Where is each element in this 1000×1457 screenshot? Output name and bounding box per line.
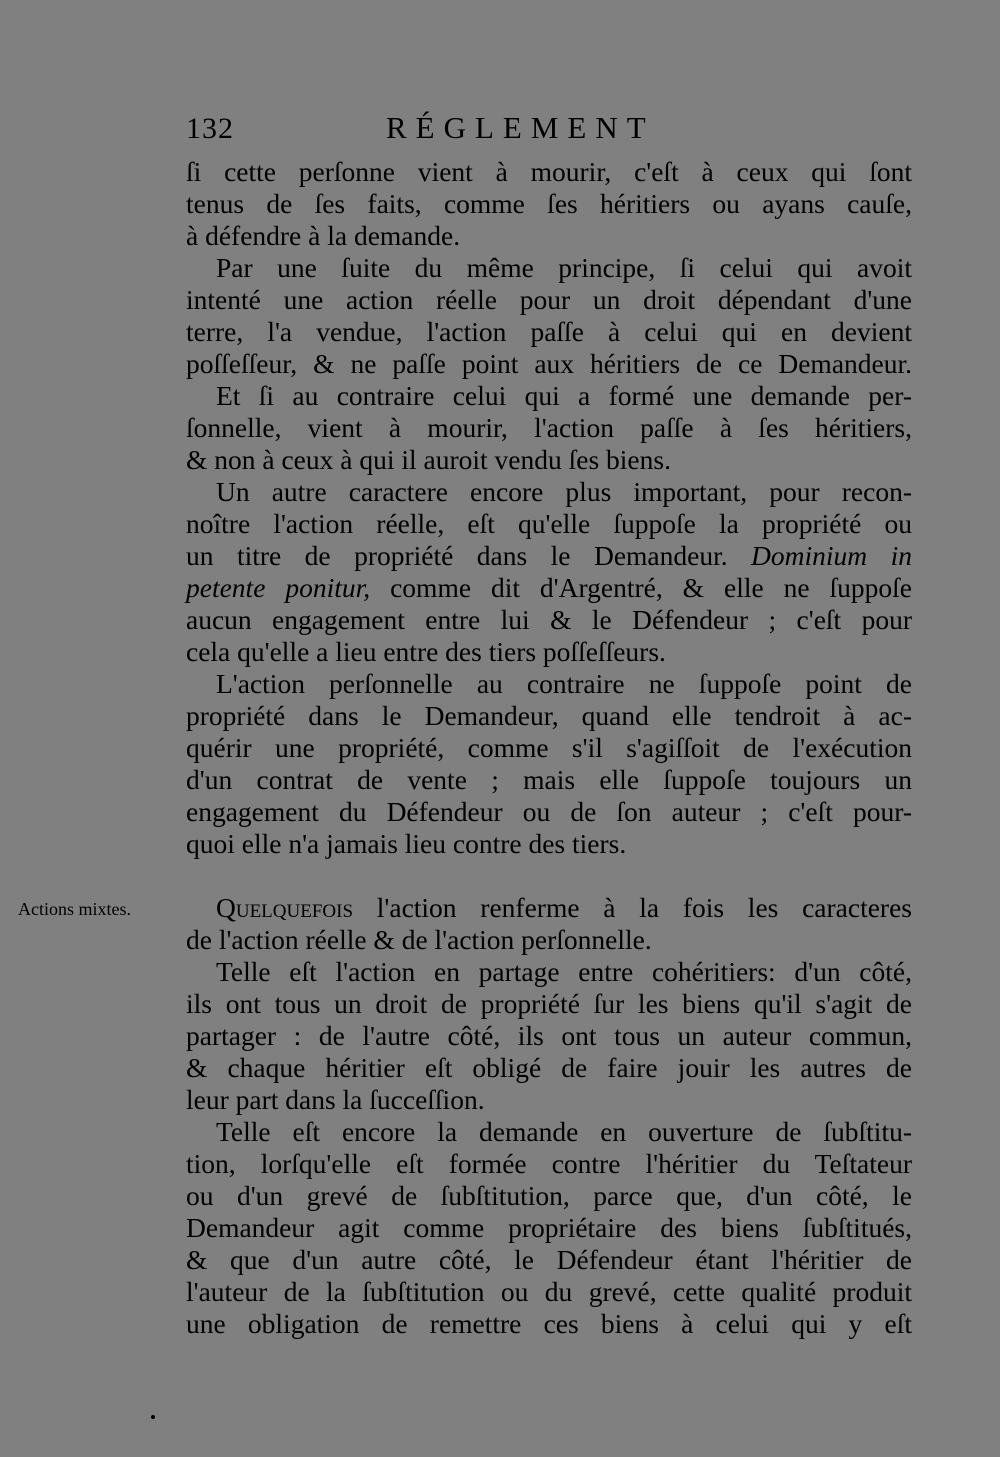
text-line: & non à ceux à qui il auroit vendu ſes biens. xyxy=(186,444,671,475)
text-line: noître l'action réelle, eſt qu'elle ſuppoſe la propriété ou xyxy=(186,508,912,539)
text-segment: comme dit d'Argentré, & elle ne ſuppoſe xyxy=(390,572,913,603)
latin-phrase: petente ponitur, xyxy=(186,572,371,603)
text-line: ſonnelle, vient à mourir, l'action paſſe à ſes héritiers, xyxy=(186,412,912,443)
ink-speck xyxy=(151,1415,155,1419)
text-segment: l'action renferme à la fois les caracteres xyxy=(353,892,912,923)
text-line: quoi elle n'a jamais lieu contre des tiers. xyxy=(186,828,627,859)
text-line: l'auteur de la ſubſtitution ou du grevé, cette qualité produit xyxy=(186,1276,912,1307)
text-line: propriété dans le Demandeur, quand elle tendroit à ac- xyxy=(186,700,912,731)
text-segment: un titre de propriété dans le Demandeur. xyxy=(186,540,728,571)
text-line: L'action perſonnelle au contraire ne ſuppoſe point de xyxy=(216,668,912,699)
latin-phrase: Dominium in xyxy=(751,540,912,571)
text-line: Demandeur agit comme propriétaire des biens ſubſtitués, xyxy=(186,1212,912,1243)
text-line xyxy=(186,540,912,572)
text-line: Et ſi au contraire celui qui a formé une demande per- xyxy=(216,380,912,411)
text-line: Telle eſt encore la demande en ouverture de ſubſtitu- xyxy=(216,1116,912,1147)
text-line: quérir une propriété, comme s'il s'agiſſoit de l'exécution xyxy=(186,732,912,763)
page-number: 132 xyxy=(186,112,234,145)
text-line: tenus de ſes faits, comme ſes héritiers ou ayans cauſe, xyxy=(186,188,912,219)
running-head: RÉGLEMENT xyxy=(386,110,655,145)
text-line: & chaque héritier eſt obligé de faire jouir les autres de xyxy=(186,1052,912,1083)
text-line: Un autre caractere encore plus important, pour recon- xyxy=(216,476,912,507)
text-line: d'un contrat de vente ; mais elle ſuppoſe toujours un xyxy=(186,764,912,795)
text-line: engagement du Défendeur ou de ſon auteur ; c'eſt pour- xyxy=(186,796,912,827)
text-line: une obligation de remettre ces biens à celui qui y eſt xyxy=(186,1308,912,1339)
text-line: ils ont tous un droit de propriété ſur les biens qu'il s'agit de xyxy=(186,988,912,1019)
main-text-block-2 xyxy=(186,892,912,1340)
text-line: & que d'un autre côté, le Défendeur étant l'héritier de xyxy=(186,1244,912,1275)
section-opening-word: Quelquefois xyxy=(216,892,354,923)
text-line: terre, l'a vendue, l'action paſſe à celui qui en devient xyxy=(186,316,912,347)
text-line: Par une ſuite du même principe, ſi celui qui avoit xyxy=(216,252,912,283)
text-line xyxy=(186,892,912,924)
text-line: poſſeſſeur, & ne paſſe point aux héritiers de ce Demandeur. xyxy=(186,348,912,379)
text-line: à défendre à la demande. xyxy=(186,220,461,251)
text-line: tion, lorſqu'elle eſt formée contre l'héritier du Teſtateur xyxy=(186,1148,912,1179)
text-line: intenté une action réelle pour un droit dépendant d'une xyxy=(186,284,912,315)
text-line: de l'action réelle & de l'action perſonnelle. xyxy=(186,924,652,955)
text-line: cela qu'elle a lieu entre des tiers poſſeſſeurs. xyxy=(186,636,666,667)
text-line: leur part dans la ſucceſſion. xyxy=(186,1084,485,1115)
text-line: Telle eſt l'action en partage entre cohéritiers: d'un côté, xyxy=(216,956,912,987)
text-line xyxy=(186,572,912,604)
text-line: ſi cette perſonne vient à mourir, c'eſt à ceux qui ſont xyxy=(186,156,912,187)
text-line: aucun engagement entre lui & le Défendeur ; c'eſt pour xyxy=(186,604,912,635)
margin-note: Actions mixtes. xyxy=(18,899,131,919)
main-text-block-1 xyxy=(186,156,912,860)
text-line: partager : de l'autre côté, ils ont tous un auteur commun, xyxy=(186,1020,912,1051)
text-line: ou d'un grevé de ſubſtitution, parce que, d'un côté, le xyxy=(186,1180,912,1211)
